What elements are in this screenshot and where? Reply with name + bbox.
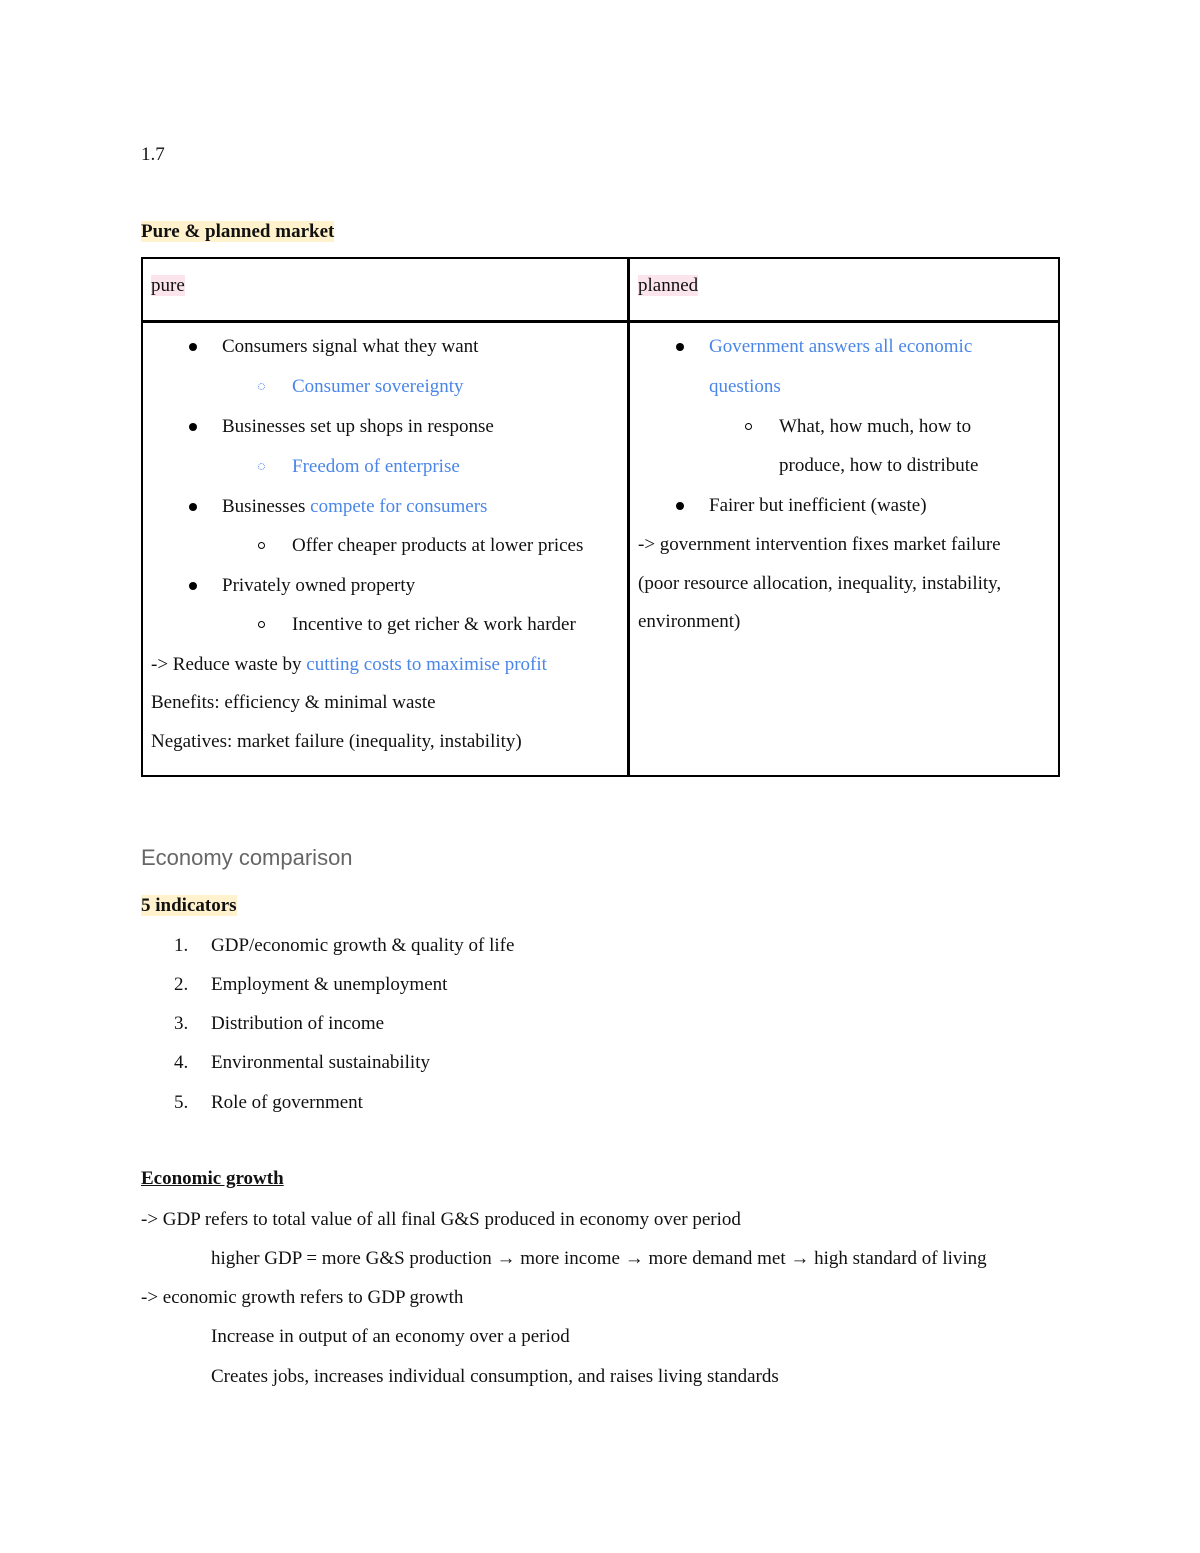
table-heading: [141, 221, 334, 243]
growth-line-4: Increase in output of an economy over a period: [211, 1326, 570, 1347]
bullet-ring-icon: [745, 423, 752, 430]
pure-bullet-3-prefix: Businesses: [222, 496, 311, 517]
planned-bullet-1-line2: questions: [709, 376, 781, 397]
header-planned-text: planned: [638, 275, 699, 296]
planned-note-line2: (poor resource allocation, inequality, instability,: [638, 573, 1002, 594]
economic-growth-heading: Economic growth: [141, 1168, 284, 1189]
pure-bullet-1-sub: Consumer sovereignty: [292, 376, 464, 397]
pure-negatives: Negatives: market failure (inequality, instability): [151, 731, 522, 752]
table-heading-text: Pure & planned market: [141, 221, 335, 242]
pure-bullet-1: Consumers signal what they want: [222, 336, 479, 357]
pure-bullet-4-sub: Incentive to get richer & work harder: [292, 614, 576, 635]
pure-bullet-2: Businesses set up shops in response: [222, 416, 494, 437]
pure-reduce-prefix: -> Reduce waste by: [151, 654, 307, 675]
bullet-dot-icon: [189, 423, 197, 431]
market-comparison-table: [141, 257, 1060, 777]
table-column-divider: [627, 259, 630, 775]
bullet-dot-icon: [676, 343, 684, 351]
list-item: Role of government: [211, 1092, 363, 1113]
pure-benefits: Benefits: efficiency & minimal waste: [151, 692, 436, 713]
pure-bullet-2-sub: Freedom of enterprise: [292, 456, 460, 477]
planned-bullet-2: Fairer but inefficient (waste): [709, 495, 927, 516]
planned-bullet-1-sub-line2: produce, how to distribute: [779, 455, 979, 476]
bullet-dot-icon: [189, 343, 197, 351]
economy-comparison-heading: Economy comparison: [141, 845, 353, 870]
section-number: 1.7: [141, 144, 165, 165]
growth-line-3: -> economic growth refers to GDP growth: [141, 1287, 464, 1308]
header-pure: [151, 274, 185, 298]
pure-bullet-4: Privately owned property: [222, 575, 416, 596]
list-item-number: 1.: [174, 935, 189, 956]
planned-bullet-1-sub-line1: What, how much, how to: [779, 416, 972, 437]
pure-bullet-3-highlight: compete for consumers: [310, 496, 488, 517]
growth-line-5: Creates jobs, increases individual consumption, and raises living standards: [211, 1366, 779, 1387]
list-item: Environmental sustainability: [211, 1052, 430, 1073]
list-item-number: 5.: [174, 1092, 189, 1113]
list-item: Employment & unemployment: [211, 974, 448, 995]
bullet-dot-icon: [189, 503, 197, 511]
bullet-ring-icon: [258, 542, 265, 549]
list-item: Distribution of income: [211, 1013, 385, 1034]
bullet-ring-icon: [258, 621, 265, 628]
table-header-divider: [143, 320, 1058, 323]
pure-bullet-3: [222, 495, 487, 519]
pure-reduce-highlight: cutting costs to maximise profit: [306, 654, 547, 675]
growth-line-1: -> GDP refers to total value of all final G&S produced in economy over period: [141, 1209, 741, 1230]
planned-bullet-1-line1: Government answers all economic: [709, 336, 973, 357]
indicators-heading-text: 5 indicators: [141, 895, 237, 916]
planned-note-line3: environment): [638, 611, 741, 632]
header-planned: [638, 274, 698, 298]
list-item-number: 4.: [174, 1052, 189, 1073]
pure-bullet-3-sub: Offer cheaper products at lower prices: [292, 535, 584, 556]
planned-note-line1: -> government intervention fixes market failure: [638, 534, 1001, 555]
bullet-ring-icon: [258, 383, 265, 390]
list-item: GDP/economic growth & quality of life: [211, 935, 515, 956]
bullet-dot-icon: [676, 502, 684, 510]
pure-reduce-waste: [151, 653, 547, 677]
bullet-ring-icon: [258, 463, 265, 470]
list-item-number: 2.: [174, 974, 189, 995]
list-item-number: 3.: [174, 1013, 189, 1034]
indicators-heading: [141, 895, 237, 917]
bullet-dot-icon: [189, 582, 197, 590]
growth-line-2: higher GDP = more G&S production → more income → more demand met → high standard of living: [211, 1248, 987, 1269]
header-pure-text: pure: [151, 275, 185, 296]
